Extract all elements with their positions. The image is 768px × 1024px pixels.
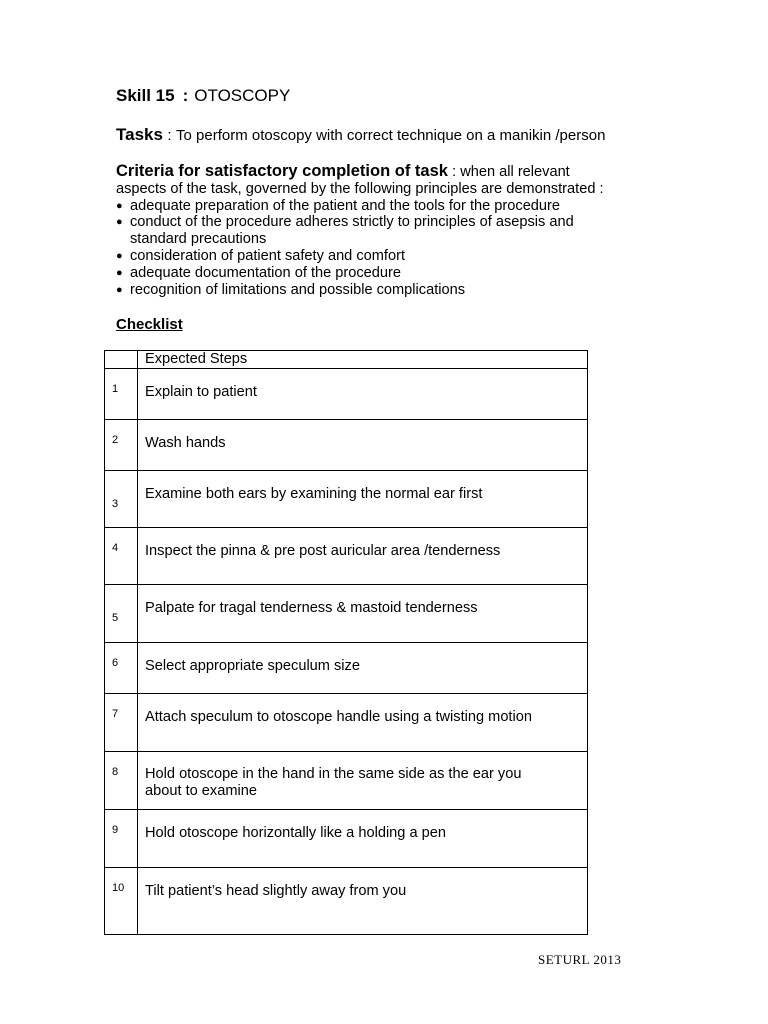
criteria-item [116,198,656,215]
step-number: 7 [112,708,119,720]
step-number: 4 [112,542,119,554]
tasks-colon: : [167,127,172,144]
criteria-item [116,265,656,282]
criteria-lead: when all relevant [460,164,570,180]
step-text-cell [138,643,588,694]
step-number: 3 [112,498,119,510]
table-row [105,694,588,752]
step-text: Examine both ears by examining the normal ear first [145,486,483,502]
step-text: Attach speculum to otoscope handle using a twisting motion [145,709,532,725]
table-header-row [105,351,588,369]
checklist-heading: Checklist [116,316,183,333]
step-text-cell [138,471,588,528]
table-row [105,471,588,528]
step-text: Wash hands [145,435,226,451]
step-number-cell [105,868,138,935]
criteria-colon: : [451,163,457,180]
step-text: Select appropriate speculum size [145,658,360,674]
bullet-icon: ● [116,266,123,279]
bullet-icon: ● [116,216,123,229]
criteria-intro: aspects of the task, governed by the following principles are demonstrated : [116,180,604,197]
table-row [105,585,588,643]
step-number: 5 [112,612,119,624]
criteria-item-text: consideration of patient safety and comfort [130,247,406,264]
skill-title [116,86,290,106]
step-number-cell [105,528,138,585]
step-text-cell [138,369,588,420]
criteria-heading [116,163,656,181]
step-number-cell [105,694,138,752]
step-text-cell [138,752,588,810]
step-text-cell [138,420,588,471]
step-number: 1 [112,383,119,395]
step-number-cell [105,585,138,643]
step-text: Inspect the pinna & pre post auricular area /tenderness [145,543,501,559]
step-number-cell [105,752,138,810]
step-text: Palpate for tragal tenderness & mastoid tenderness [145,600,478,616]
criteria-item-text: conduct of the procedure adheres strictly to principles of asepsis and standard precautions [130,214,574,248]
table-row [105,369,588,420]
header-num-cell [105,351,138,369]
criteria-label: Criteria for satisfactory completion of task [116,162,448,180]
step-number-cell [105,643,138,694]
step-text-cell [138,585,588,643]
step-number: 2 [112,434,119,446]
step-text-cell [138,694,588,752]
step-text-cell [138,810,588,868]
step-text: Hold otoscope in the hand in the same side as the ear you about to examine [145,766,522,799]
checklist-table [104,350,588,935]
step-number-cell [105,420,138,471]
criteria-list [116,198,656,299]
tasks-line [116,125,605,145]
footer-text: SETURL 2013 [538,952,622,967]
criteria-item-text: adequate documentation of the procedure [130,264,401,281]
tasks-label: Tasks [116,125,163,144]
skill-label: Skill 15 [116,86,175,105]
tasks-text: To perform otoscopy with correct technique on a manikin /person [176,127,606,144]
step-number: 9 [112,824,119,836]
step-text-cell [138,868,588,935]
skill-name: OTOSCOPY [194,86,291,105]
step-text-cell [138,528,588,585]
step-text: Explain to patient [145,384,257,400]
table-row [105,868,588,935]
criteria-item-text: recognition of limitations and possible complications [130,281,466,298]
step-text: Tilt patient’s head slightly away from you [145,883,407,899]
bullet-icon: ● [116,199,123,212]
criteria-section [116,163,656,298]
step-number-cell [105,369,138,420]
criteria-item [116,282,656,299]
step-number-cell [105,471,138,528]
header-steps-cell: Expected Steps [138,351,588,369]
step-number: 8 [112,766,119,778]
criteria-item [116,248,656,265]
table-row [105,810,588,868]
table-row [105,528,588,585]
table-row [105,643,588,694]
table-row [105,752,588,810]
step-number: 10 [112,882,125,894]
skill-colon: : [182,86,189,105]
bullet-icon: ● [116,283,123,296]
step-number-cell [105,810,138,868]
step-text: Hold otoscope horizontally like a holding a pen [145,825,446,841]
step-number: 6 [112,657,119,669]
bullet-icon: ● [116,249,123,262]
table-row [105,420,588,471]
criteria-item-text: adequate preparation of the patient and the tools for the procedure [130,197,561,214]
criteria-item [116,214,656,248]
